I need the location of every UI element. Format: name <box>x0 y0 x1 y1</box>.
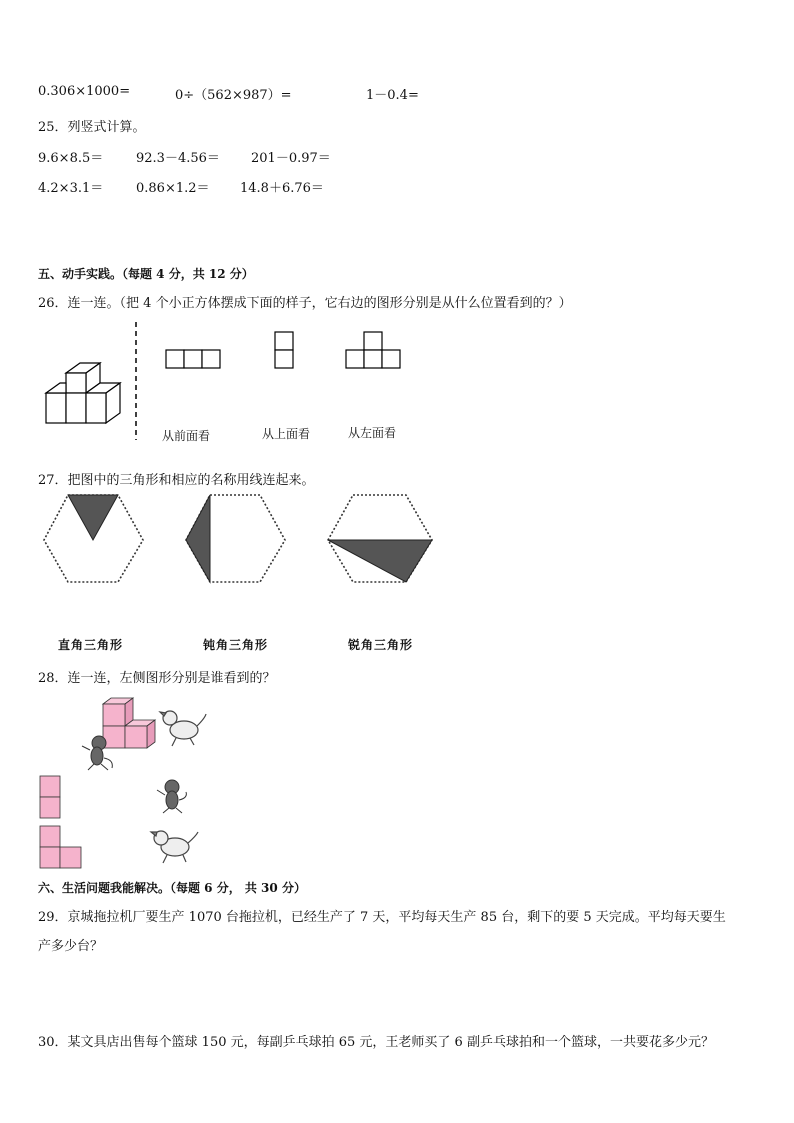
q25-r2-b: 0.86×1.2＝ <box>136 181 210 196</box>
q25-r1-a: 9.6×8.5＝ <box>38 151 104 166</box>
q25-r2-a: 4.2×3.1＝ <box>38 181 104 196</box>
top-view-shape <box>275 332 293 368</box>
pink-view-vertical <box>40 776 60 818</box>
dog-icon <box>160 711 206 746</box>
section5-heading: 五、动手实践。（每题 4 分，共 12 分） <box>38 267 254 281</box>
calc-item-3: 1－0.4= <box>366 88 419 103</box>
cube-stack-drawing <box>46 363 120 423</box>
pink-cube-stack <box>103 698 155 748</box>
acute-triangle-shaded <box>328 540 432 582</box>
q26-title: 26．连一连。（把 4 个小正方体摆成下面的样子，它右边的图形分别是从什么位置看到的？） <box>38 296 572 311</box>
q28-title: 28．连一连，左侧图形分别是谁看到的？ <box>38 671 276 686</box>
q29-line1: 29．京城拖拉机厂要生产 1070 台拖拉机，已经生产了 7 天，平均每天生产 85 台，剩下的要 5 天完成。平均每天要生 <box>38 910 726 925</box>
monkey-icon <box>157 780 186 813</box>
triangle-name-acute: 锐角三角形 <box>348 638 414 652</box>
triangle-name-obtuse: 钝角三角形 <box>203 638 269 652</box>
view-label-left: 从左面看 <box>348 426 397 440</box>
q25-r1-c: 201－0.97＝ <box>251 151 331 166</box>
triangle-name-right: 直角三角形 <box>58 638 124 652</box>
q30-text: 30．某文具店出售每个篮球 150 元，每副乒乓球拍 65 元，王老师买了 6 副乒乓球拍和一个篮球，一共要花多少元？ <box>38 1035 714 1050</box>
obtuse-triangle-shaded <box>186 495 210 582</box>
left-view-shape <box>346 332 400 368</box>
hexagon-3 <box>328 495 432 582</box>
q25-r1-b: 92.3－4.56＝ <box>136 151 220 166</box>
front-view-shape <box>166 350 220 368</box>
view-label-front: 从前面看 <box>162 429 211 443</box>
q25-title: 25．列竖式计算。 <box>38 120 146 135</box>
view-label-top: 从上面看 <box>262 427 311 441</box>
right-triangle-shaded <box>68 495 118 540</box>
section6-heading: 六、生活问题我能解决。（每题 6 分， 共 30 分） <box>38 881 306 895</box>
q29-line2: 产多少台？ <box>38 939 104 954</box>
calc-item-1: 0.306×1000= <box>38 84 131 99</box>
q27-title: 27．把图中的三角形和相应的名称用线连起来。 <box>38 473 315 488</box>
calc-item-2: 0÷（562×987）= <box>175 88 292 103</box>
pink-view-l-shape <box>40 826 81 868</box>
q25-r2-c: 14.8＋6.76＝ <box>240 181 324 196</box>
dog-icon <box>151 831 198 863</box>
